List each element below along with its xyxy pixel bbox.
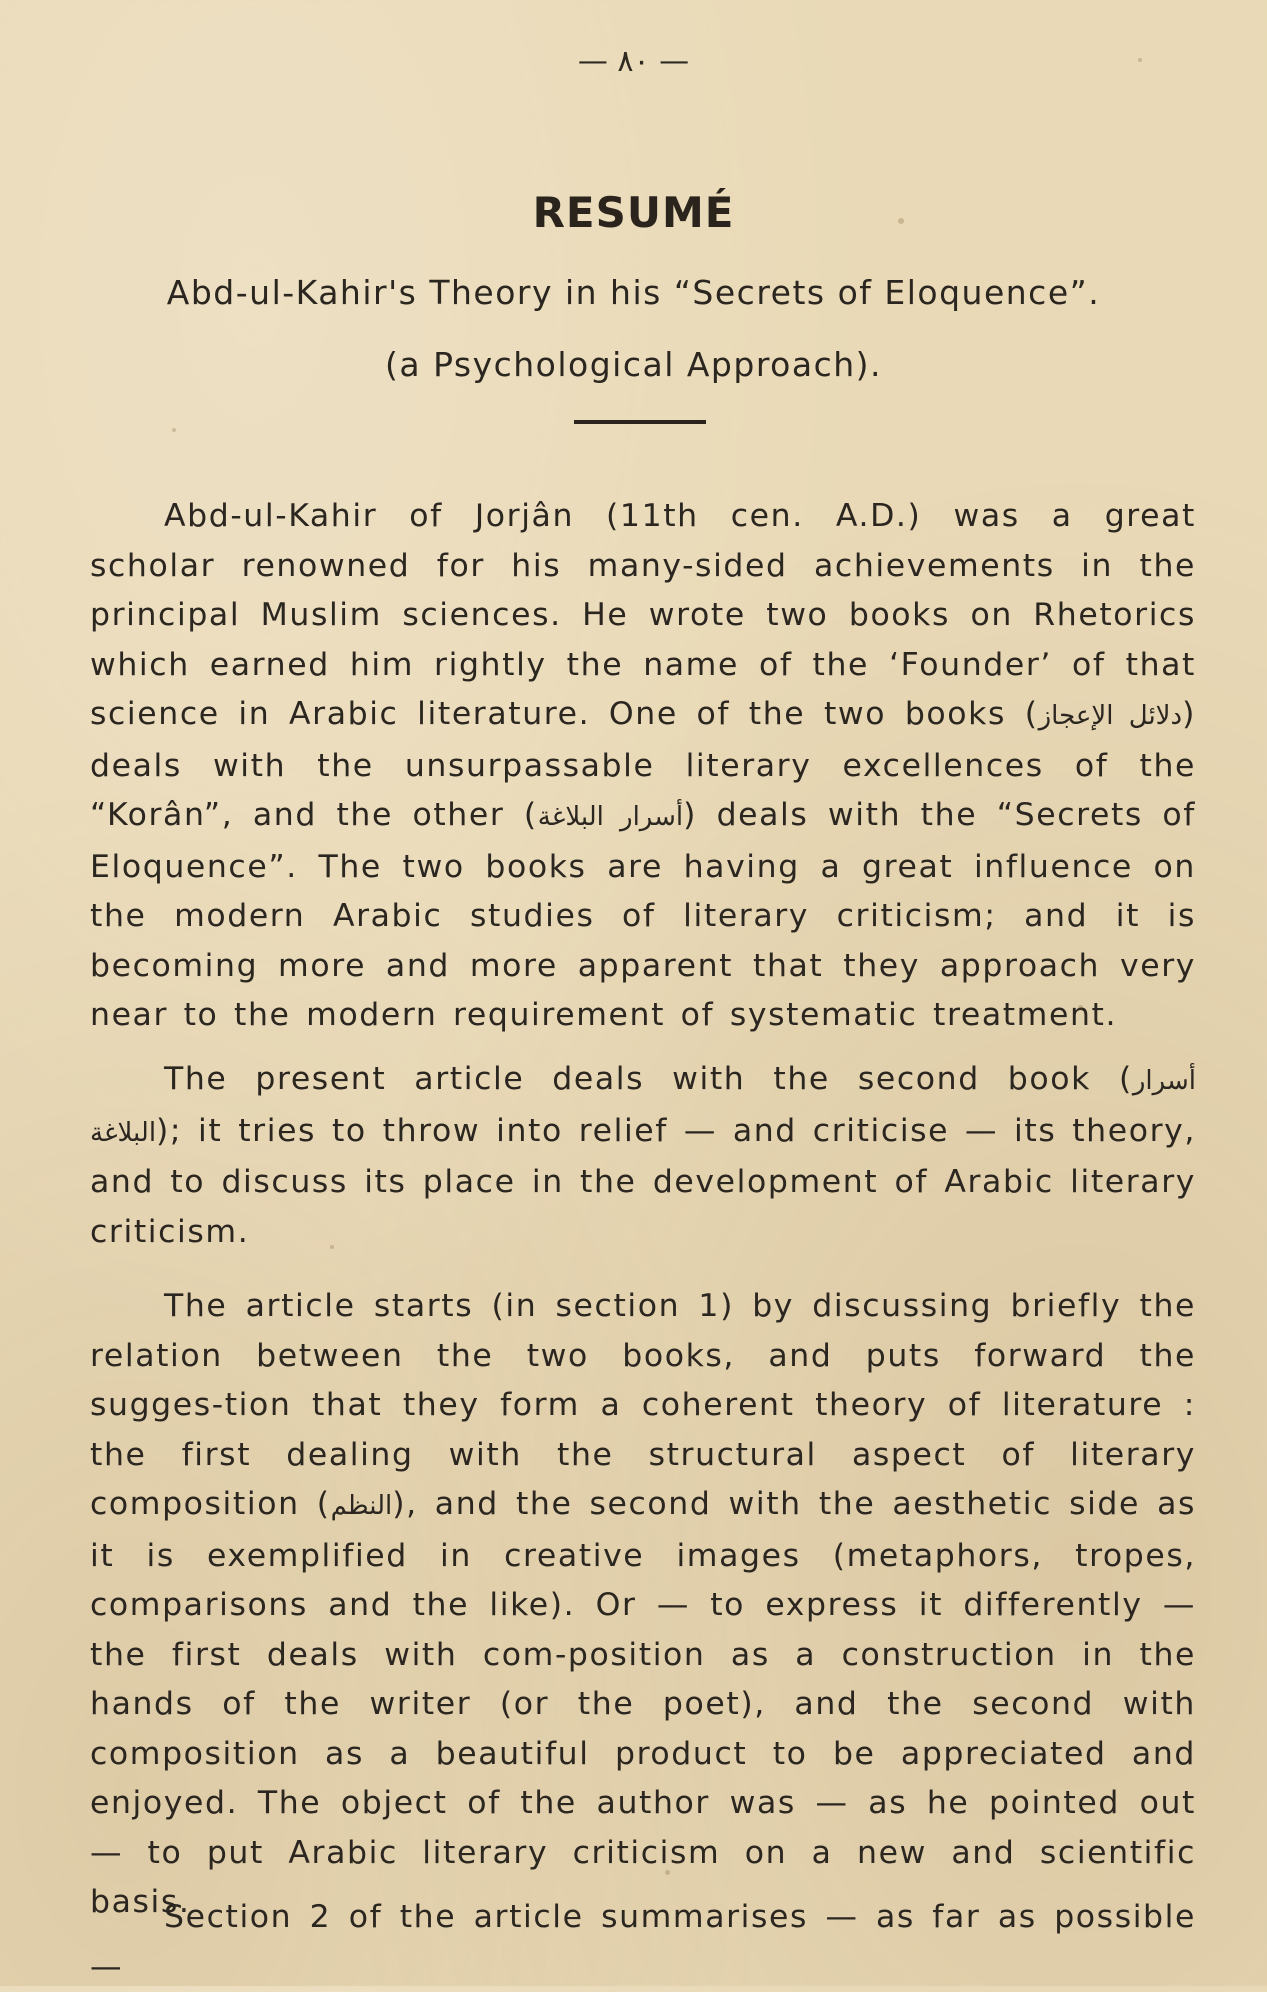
paragraph-1-text-b: ) deals with the unsurpassable literary excellences of the “Korân”, and the other ( [90, 696, 1196, 833]
title-divider [574, 420, 706, 424]
arabic-title-asrar-2: أسرار البلاغة [90, 1066, 1196, 1148]
paper-speck [1138, 58, 1142, 62]
paragraph-2 [90, 1055, 1196, 1257]
paper-speck [898, 218, 904, 224]
paper-speck [172, 428, 176, 432]
paragraph-2-text-b: ); it tries to throw into relief — and criticise — its theory, and to discuss its place in the development of Arabic literary criticism. [90, 1112, 1196, 1250]
page-title: RESUMÉ [532, 188, 735, 237]
paragraph-4 [90, 1893, 1196, 1992]
paragraph-4-text-a: Section 2 of the article summarises — as far as possible — [90, 1899, 1196, 1985]
paragraph-3-text-b: ), and the second with the aesthetic side as it is exemplified in creative images (metaphors, tropes, comparisons and the like). Or — to express it differently — the first deals with com-position as a construction in the hands of the writer (or the poet), and the second with composition as a beautiful product to be appreciated and enjoyed. The object of the author was — as he pointed out — to put Arabic literary criticism on a new and scientific basis. [90, 1486, 1196, 1920]
paragraph-3 [90, 1282, 1196, 1928]
paragraph-1-text-c: ) deals with the “Secrets of Eloquence”. The two books are having a great influence on the modern Arabic studies of literary criticism; and it is becoming more and more apparent that they approach very near to the modern requirement of systematic treatment. [90, 797, 1196, 1033]
paper-speck [665, 1870, 670, 1875]
subtitle-line-1: Abd-ul-Kahir's Theory in his “Secrets of Eloquence”. [166, 273, 1101, 312]
arabic-term-nazm: النظم [330, 1491, 393, 1521]
paragraph-3-text-a: The article starts (in section 1) by discussing briefly the relation between the two books, and puts forward the sugges-tion that they form a coherent theory of literature : the first dealing with the structural aspect of literary composition ( [90, 1288, 1196, 1522]
subtitle-line-2: (a Psychological Approach). [384, 345, 883, 384]
page-number: — ٨٠ — [577, 44, 690, 79]
paper-speck [330, 1245, 334, 1249]
paragraph-1-text-a: Abd-ul-Kahir of Jorjân (11th cen. A.D.) was a great scholar renowned for his many-sided achievements in the principal Muslim sciences. He wrote two books on Rhetorics which earned him rightly the name of the ‘Founder’ of that science in Arabic literature. One of the two books ( [90, 498, 1196, 732]
paper-speck [1078, 1005, 1083, 1010]
arabic-title-dalail: دلائل الإعجاز [1038, 701, 1183, 731]
paragraph-1 [90, 492, 1196, 1041]
arabic-title-asrar: أسرار البلاغة [537, 802, 684, 832]
paragraph-2-text-a: The present article deals with the second book ( [164, 1061, 1133, 1097]
